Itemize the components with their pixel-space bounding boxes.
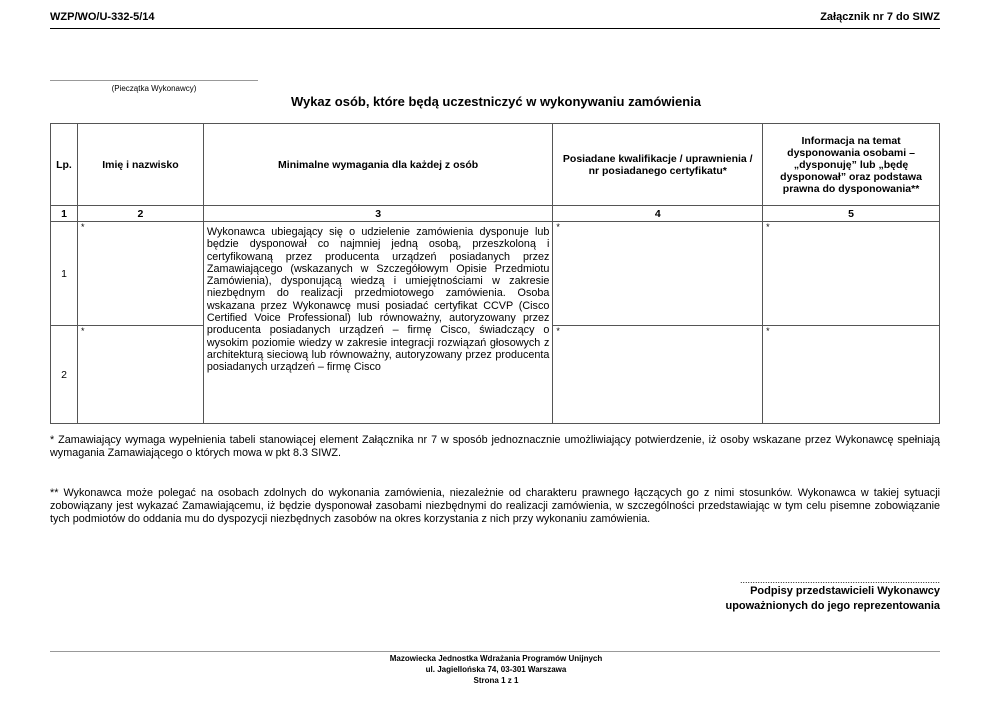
footer-address: ul. Jagiellońska 74, 03-301 Warszawa: [425, 665, 567, 674]
disposal-info-cell[interactable]: *: [763, 326, 940, 424]
table-row: [51, 222, 940, 326]
footnote-2: ** Wykonawca może polegać na osobach zdolnych do wykonania zamówienia, niezależnie od charakteru prawnego łączących go z nimi stosunków. Wykonawca w takiej sytuacji zobowiązany jest wykazać Zamawiającemu, iż będzie dysponował zasobami niezbędnymi do realizacji zamówienia, w szczególności przedstawiając w tym celu pisemne zobowiązanie tych podmiotów do oddania mu do dyspozycji niezbędnych zasobów na okres korzystania z nich przy wykonaniu zamówienia.: [50, 487, 940, 525]
document-reference: WZP/WO/U-332-5/14: [50, 11, 155, 23]
col-header-name: Imię i nazwisko: [77, 124, 203, 206]
annex-label: Załącznik nr 7 do SIWZ: [820, 11, 940, 23]
col-header-qualifications: Posiadane kwalifikacje / uprawnienia / nr posiadanego certyfikatu*: [553, 124, 763, 206]
disposal-info-cell[interactable]: *: [763, 222, 940, 326]
footnote-1: * Zamawiający wymaga wypełnienia tabeli stanowiącej element Załącznika nr 7 w sposób jednoznacznie umożliwiający potwierdzenie, iż osoby wskazane przez Wykonawcę spełniają wymagania Zamawiającego o których mowa w pkt 8.3 SIWZ.: [50, 434, 940, 459]
name-cell[interactable]: *: [77, 326, 203, 424]
name-cell[interactable]: *: [77, 222, 203, 326]
header-divider: [50, 28, 940, 29]
signature-label-1: Podpisy przedstawicieli Wykonawcy: [750, 585, 940, 597]
footer-organization: Mazowiecka Jednostka Wdrażania Programów Unijnych: [389, 654, 603, 663]
col-header-lp: Lp.: [51, 124, 78, 206]
col-header-requirements: Minimalne wymagania dla każdej z osób: [203, 124, 553, 206]
col-number: 2: [77, 206, 203, 222]
col-header-disposal-info: Informacja na temat dysponowania osobami – „dysponuję” lub „będę dysponował” oraz podstawa prawna do dysponowania**: [763, 124, 940, 206]
footer-divider: [50, 651, 940, 652]
row-lp: 2: [51, 326, 78, 424]
qualifications-cell[interactable]: *: [553, 222, 763, 326]
column-number-row: [51, 206, 940, 222]
stamp-label: (Pieczątka Wykonawcy): [111, 84, 197, 93]
persons-table: [50, 123, 940, 424]
col-number: 1: [51, 206, 78, 222]
table-header-row: [51, 124, 940, 206]
signature-dotted-line: ................................................................................: [739, 575, 940, 585]
requirements-cell: Wykonawca ubiegający się o udzielenie zamówienia dysponuje lub będzie dysponował co najmniej jedną osobą, przeszkoloną i certyfikowaną przez producenta urządzeń posiadanych przez Zamawiającego (wskazanych w Szczegółowym Opisie Przedmiotu Zamówienia), dysponującą wiedzą i umiejętnościami w zakresie niezbędnym do realizacji przedmiotowego zamówienia. Osoba wskazana przez Wykonawcę musi posiadać certyfikat CCVP (Cisco Certified Voice Professional) lub równoważny, autoryzowany przez producenta posiadanych urządzeń – firmę Cisco, świadczący o wysokim poziomie wiedzy w zakresie integracji rozwiązań głosowych z architekturą sieciową lub równoważny, autoryzowany przez producenta posiadanych urządzeń – firmę Cisco: [203, 222, 553, 424]
row-lp: 1: [51, 222, 78, 326]
stamp-line: [50, 80, 258, 81]
col-number: 3: [203, 206, 553, 222]
col-number: 4: [553, 206, 763, 222]
signature-label-2: upoważnionych do jego reprezentowania: [725, 600, 940, 612]
col-number: 5: [763, 206, 940, 222]
page-title: Wykaz osób, które będą uczestniczyć w wykonywaniu zamówienia: [290, 94, 702, 109]
qualifications-cell[interactable]: *: [553, 326, 763, 424]
footer-page-number: Strona 1 z 1: [473, 676, 519, 685]
